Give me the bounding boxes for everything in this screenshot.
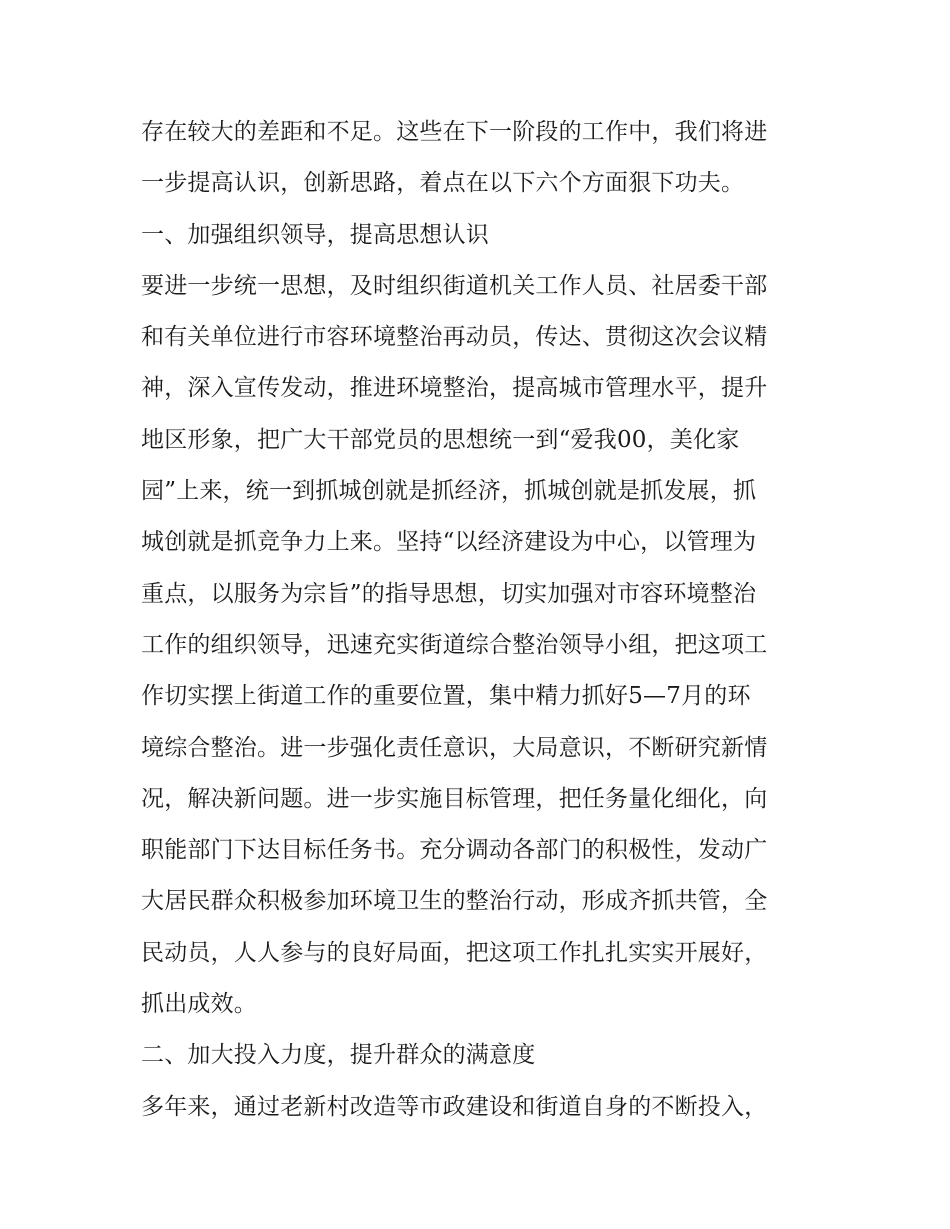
paragraph-line: 园”上来，统一到抓城创就是抓经济，抓城创就是抓发展，抓 bbox=[141, 478, 757, 505]
paragraph-line: 多年来，通过老新村改造等市政建设和街道自身的不断投入， bbox=[141, 1093, 768, 1120]
paragraph-line: 一步提高认识，创新思路，着点在以下六个方面狠下功夫。 bbox=[141, 170, 745, 197]
paragraph-line: 况，解决新问题。进一步实施目标管理，把任务量化细化，向 bbox=[141, 785, 768, 812]
paragraph-line: 要进一步统一思想，及时组织街道机关工作人员、社居委干部 bbox=[141, 272, 768, 299]
paragraph-line: 职能部门下达目标任务书。充分调动各部门的积极性，发动广 bbox=[141, 837, 768, 864]
paragraph-line: 地区形象，把广大干部党员的思想统一到“爱我00，美化家 bbox=[141, 426, 740, 453]
paragraph-line: 城创就是抓竞争力上来。坚持“以经济建设为中心，以管理为 bbox=[141, 529, 757, 556]
paragraph-line: 工作的组织领导，迅速充实街道综合整治领导小组，把这项工 bbox=[141, 631, 768, 658]
paragraph-line: 抓出成效。 bbox=[141, 991, 257, 1018]
document-body bbox=[141, 107, 821, 1133]
section-heading: 二、加大投入力度，提升群众的满意度 bbox=[141, 1042, 536, 1069]
paragraph-line: 重点，以服务为宗旨”的指导思想，切实加强对市容环境整治 bbox=[141, 580, 757, 607]
paragraph-line: 民动员，人人参与的良好局面，把这项工作扎扎实实开展好， bbox=[141, 939, 768, 966]
section-heading: 一、加强组织领导，提高思想认识 bbox=[141, 221, 489, 248]
paragraph-line: 境综合整治。进一步强化责任意识，大局意识，不断研究新情 bbox=[141, 734, 768, 761]
paragraph-line: 神，深入宣传发动，推进环境整治，提高城市管理水平，提升 bbox=[141, 375, 768, 402]
paragraph-line: 和有关单位进行市容环境整治再动员，传达、贯彻这次会议精 bbox=[141, 324, 768, 351]
paragraph-line: 大居民群众积极参加环境卫生的整治行动，形成齐抓共管，全 bbox=[141, 888, 768, 915]
paragraph-line: 存在较大的差距和不足。这些在下一阶段的工作中，我们将进 bbox=[141, 119, 768, 145]
paragraph-line: 作切实摆上街道工作的重要位置，集中精力抓好5—7月的环 bbox=[141, 683, 751, 710]
